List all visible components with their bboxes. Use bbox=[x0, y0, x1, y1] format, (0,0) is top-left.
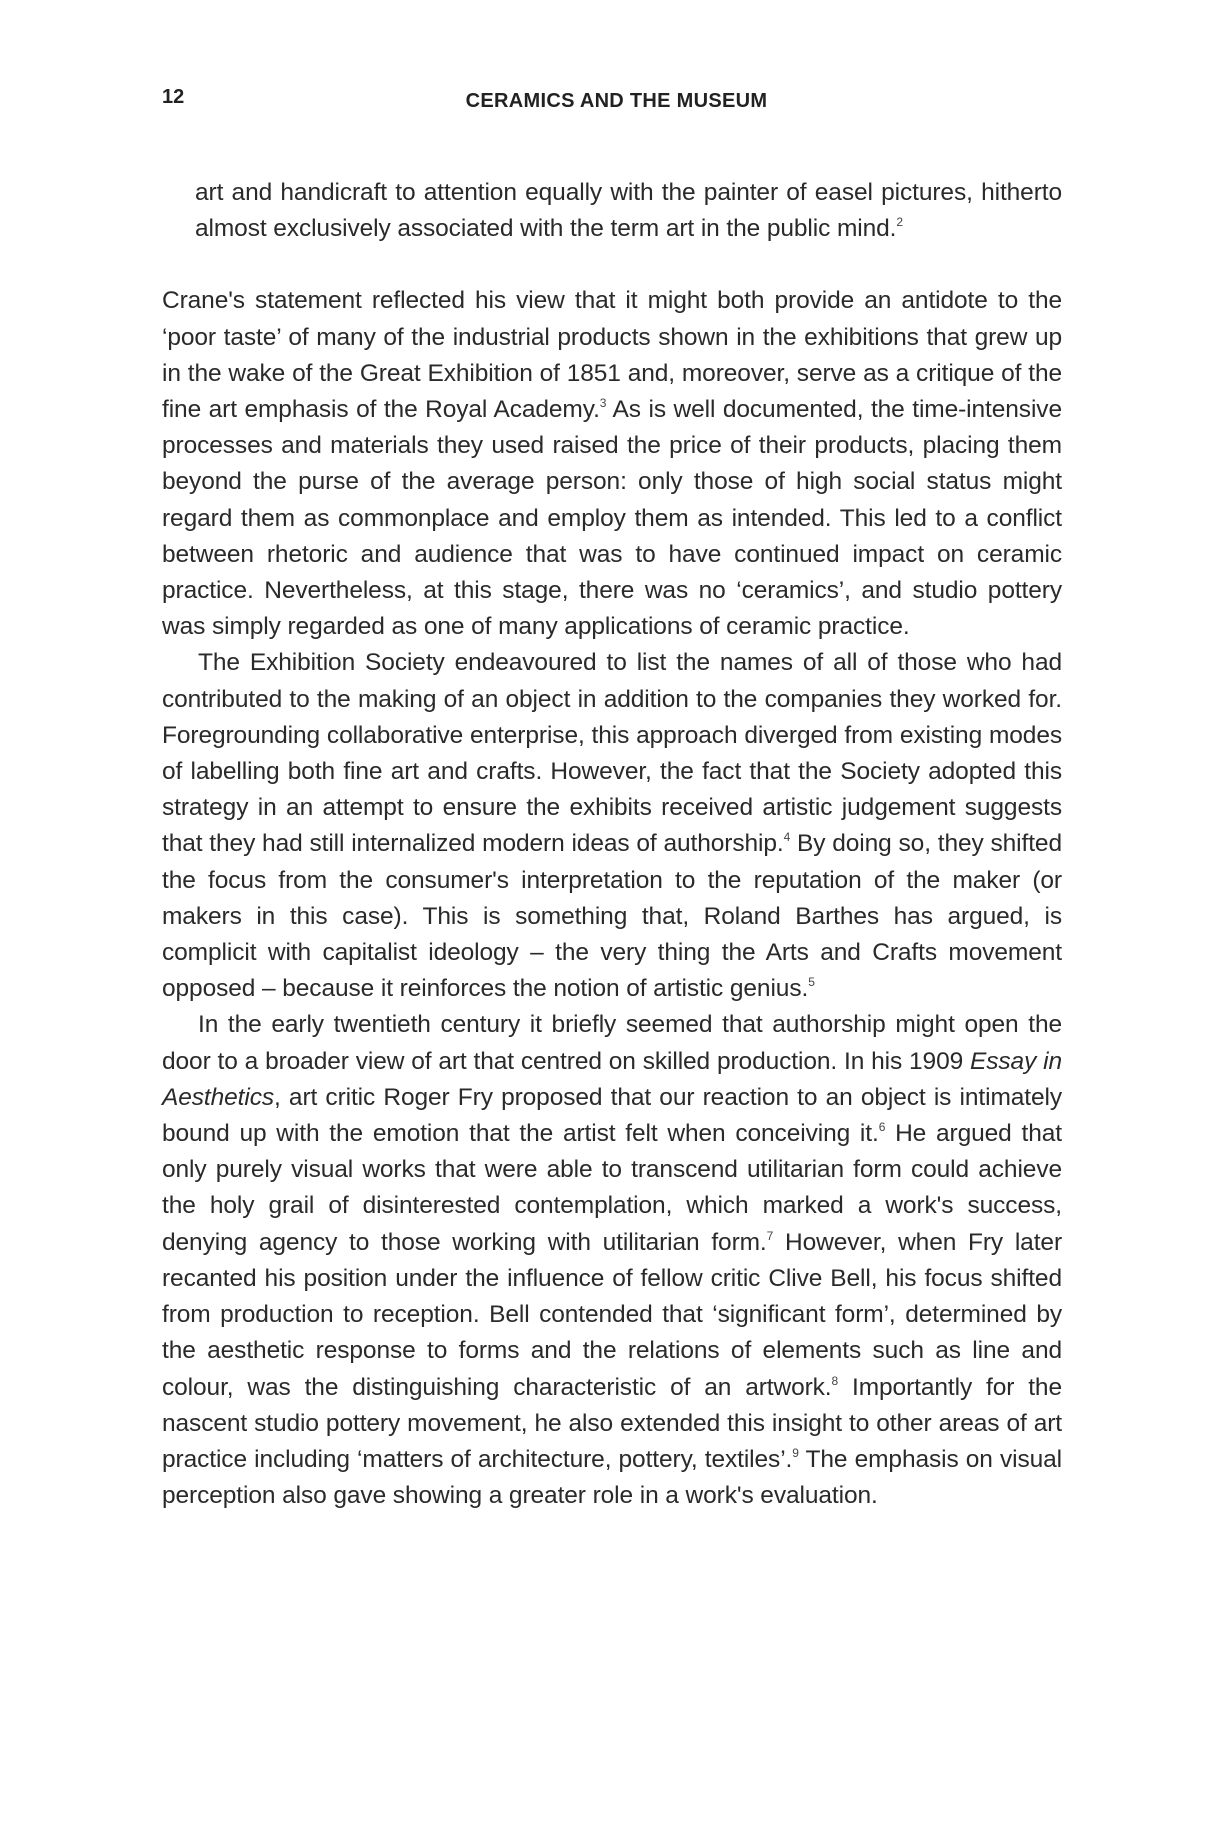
paragraph-text: , art critic Roger Fry proposed that our reaction to an object is intimately bound up with the emotion that the artist felt when conceiving it. bbox=[162, 1083, 1062, 1148]
paragraph-text: In the early twentieth century it briefly seemed that authorship might open the door to a broader view of art that centred on skilled production. In his 1909 bbox=[162, 1011, 1062, 1075]
paragraph-text: Importantly for the nascent studio pottery movement, he also extended this insight to other areas of art practice including ‘matters of architecture, pottery, textiles’. bbox=[162, 1373, 1062, 1473]
paragraph-text: The Exhibition Society endeavoured to list the names of all of those who had contributed to the making of an object in addition to the companies they worked for. Foregrounding collaborative enterprise, this approach diverged from existing modes of labelling both fine art and crafts. However, the fact that the Society adopted this strategy in an attempt to ensure the exhibits received artistic judgement suggests that they had still internalized modern ideas of authorship. bbox=[162, 649, 1062, 858]
paragraph-text: The emphasis on visual perception also gave showing a greater role in a work's evaluation. bbox=[162, 1445, 1062, 1510]
running-head: CERAMICS AND THE MUSEUM bbox=[465, 90, 768, 112]
paragraph-3 bbox=[162, 1007, 1062, 1514]
paragraph-2 bbox=[162, 645, 1062, 1007]
footnote-marker: 7 bbox=[766, 1228, 774, 1243]
book-title: Essay in Aesthetics bbox=[162, 1047, 1062, 1111]
footnote-marker: 8 bbox=[831, 1373, 839, 1388]
paragraph-text: By doing so, they shifted the focus from the consumer's interpretation to the reputation of the maker (or makers in this case). This is something that, Roland Barthes has argued, is complicit with capitalist ideology – the very thing the Arts and Crafts movement opposed – because it reinforces the notion of artistic genius. bbox=[162, 830, 1062, 1003]
paragraph-text: As is well documented, the time-intensive processes and materials they used raised the price of their products, placing them beyond the purse of the average person: only those of high social status might regard them as commonplace and employ them as intended. This led to a conflict between rhetoric and audience that was to have continued impact on ceramic practice. Nevertheless, at this stage, there was no ‘ceramics’, and studio pottery was simply regarded as one of many applications of ceramic practice. bbox=[162, 396, 1062, 641]
footnote-marker: 5 bbox=[808, 975, 815, 990]
footnote-marker: 6 bbox=[878, 1120, 886, 1135]
footnote-marker: 4 bbox=[783, 830, 791, 845]
footnote-marker: 2 bbox=[896, 215, 903, 230]
footnote-marker: 3 bbox=[599, 396, 607, 411]
paragraph-text: He argued that only purely visual works that were able to transcend utilitarian form could achieve the holy grail of disinterested contemplation, which marked a work's success, denying agency to those working with utilitarian form. bbox=[162, 1120, 1062, 1256]
block-quote bbox=[195, 175, 1062, 247]
page-number: 12 bbox=[162, 86, 185, 108]
paragraph-text: However, when Fry later recanted his position under the influence of fellow critic Clive Bell, his focus shifted from production to reception. Bell contended that ‘significant form’, determined by the aesthetic response to forms and the relations of elements such as line and colour, was the distinguishing characteristic of an artwork. bbox=[162, 1228, 1062, 1401]
block-quote-text: art and handicraft to attention equally with the painter of easel pictures, hitherto almost exclusively associated with the term art in the public mind. bbox=[195, 179, 1062, 243]
paragraph-text: Crane's statement reflected his view that it might both provide an antidote to the ‘poor taste’ of many of the industrial products shown in the exhibitions that grew up in the wake of the Great Exhibition of 1851 and, moreover, serve as a critique of the fine art emphasis of the Royal Academy. bbox=[162, 287, 1062, 424]
footnote-marker: 9 bbox=[792, 1445, 799, 1460]
body-text bbox=[162, 175, 1062, 1514]
paragraph-1 bbox=[162, 283, 1062, 645]
